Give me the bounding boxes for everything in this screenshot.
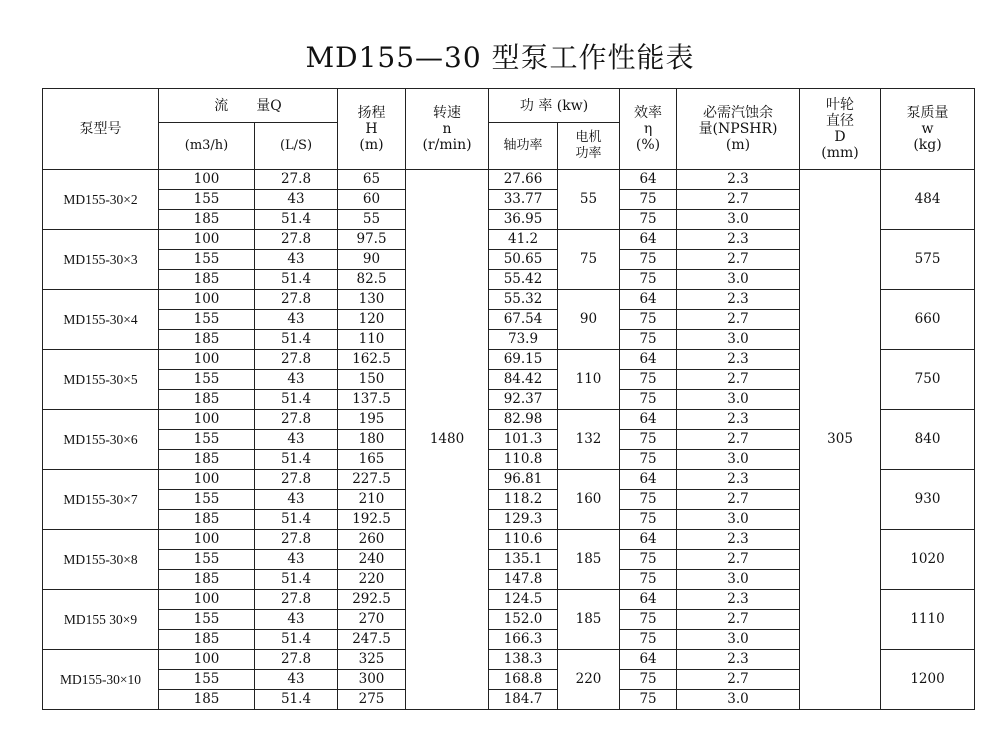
header-speed-line3: (r/min) xyxy=(422,137,472,153)
npshr-cell: 2.7 xyxy=(677,310,800,330)
head-cell: 192.5 xyxy=(338,510,406,530)
motor-power-cell: 220 xyxy=(558,650,620,710)
efficiency-cell: 64 xyxy=(620,650,677,670)
efficiency-cell: 75 xyxy=(620,550,677,570)
flow-ls-cell: 27.8 xyxy=(255,410,338,430)
npshr-cell: 2.3 xyxy=(677,350,800,370)
npshr-cell: 2.7 xyxy=(677,490,800,510)
flow-m3h-cell: 100 xyxy=(159,590,255,610)
flow-m3h-cell: 100 xyxy=(159,290,255,310)
pump-model-cell: MD155-30×7 xyxy=(43,470,159,530)
header-eff-line2: η xyxy=(643,121,653,137)
npshr-cell: 3.0 xyxy=(677,330,800,350)
header-eff-line3: (%) xyxy=(635,137,661,153)
header-flow-ls: (L/S) xyxy=(255,123,338,170)
shaft-power-cell: 147.8 xyxy=(489,570,558,590)
motor-power-cell: 90 xyxy=(558,290,620,350)
flow-ls-cell: 43 xyxy=(255,490,338,510)
pump-model-cell: MD155-30×5 xyxy=(43,350,159,410)
shaft-power-cell: 96.81 xyxy=(489,470,558,490)
header-flow-m3h: (m3/h) xyxy=(159,123,255,170)
efficiency-cell: 75 xyxy=(620,390,677,410)
flow-ls-cell: 51.4 xyxy=(255,510,338,530)
head-cell: 165 xyxy=(338,450,406,470)
npshr-cell: 2.3 xyxy=(677,590,800,610)
head-cell: 137.5 xyxy=(338,390,406,410)
shaft-power-cell: 73.9 xyxy=(489,330,558,350)
efficiency-cell: 75 xyxy=(620,310,677,330)
efficiency-cell: 75 xyxy=(620,250,677,270)
shaft-power-cell: 152.0 xyxy=(489,610,558,630)
flow-ls-cell: 27.8 xyxy=(255,470,338,490)
npshr-cell: 2.3 xyxy=(677,410,800,430)
head-cell: 195 xyxy=(338,410,406,430)
header-speed-line1: 转速 xyxy=(433,105,462,121)
flow-ls-cell: 27.8 xyxy=(255,590,338,610)
flow-ls-cell: 51.4 xyxy=(255,570,338,590)
efficiency-cell: 64 xyxy=(620,350,677,370)
flow-ls-cell: 51.4 xyxy=(255,450,338,470)
table-body xyxy=(43,170,975,710)
head-cell: 82.5 xyxy=(338,270,406,290)
header-eff-line1: 效率 xyxy=(634,105,663,121)
header-speed-line2: n xyxy=(442,121,452,137)
shaft-power-cell: 27.66 xyxy=(489,170,558,190)
npshr-cell: 2.7 xyxy=(677,430,800,450)
shaft-power-cell: 129.3 xyxy=(489,510,558,530)
head-cell: 150 xyxy=(338,370,406,390)
flow-m3h-cell: 185 xyxy=(159,270,255,290)
flow-m3h-cell: 155 xyxy=(159,490,255,510)
flow-m3h-cell: 155 xyxy=(159,190,255,210)
flow-m3h-cell: 155 xyxy=(159,310,255,330)
npshr-cell: 2.7 xyxy=(677,250,800,270)
flow-m3h-cell: 155 xyxy=(159,370,255,390)
efficiency-cell: 64 xyxy=(620,530,677,550)
head-cell: 180 xyxy=(338,430,406,450)
shaft-power-cell: 67.54 xyxy=(489,310,558,330)
pump-weight-cell: 750 xyxy=(881,350,975,410)
efficiency-cell: 64 xyxy=(620,230,677,250)
shaft-power-cell: 135.1 xyxy=(489,550,558,570)
flow-m3h-cell: 185 xyxy=(159,570,255,590)
flow-m3h-cell: 100 xyxy=(159,650,255,670)
shaft-power-cell: 124.5 xyxy=(489,590,558,610)
header-model: 泵型号 xyxy=(43,89,159,170)
efficiency-cell: 75 xyxy=(620,330,677,350)
header-npshr-line2: 量(NPSHR) xyxy=(698,121,778,137)
npshr-cell: 2.3 xyxy=(677,650,800,670)
head-cell: 260 xyxy=(338,530,406,550)
header-head-line2: H xyxy=(365,121,378,137)
header-weight-line1: 泵质量 xyxy=(906,105,949,121)
flow-m3h-cell: 185 xyxy=(159,390,255,410)
npshr-cell: 3.0 xyxy=(677,510,800,530)
flow-ls-cell: 27.8 xyxy=(255,650,338,670)
pump-model-cell: MD155-30×3 xyxy=(43,230,159,290)
head-cell: 270 xyxy=(338,610,406,630)
pump-weight-cell: 840 xyxy=(881,410,975,470)
shaft-power-cell: 168.8 xyxy=(489,670,558,690)
flow-ls-cell: 51.4 xyxy=(255,330,338,350)
speed-cell: 1480 xyxy=(406,170,489,710)
npshr-cell: 2.7 xyxy=(677,370,800,390)
npshr-cell: 3.0 xyxy=(677,390,800,410)
header-speed xyxy=(406,89,489,170)
efficiency-cell: 75 xyxy=(620,570,677,590)
flow-m3h-cell: 100 xyxy=(159,350,255,370)
npshr-cell: 3.0 xyxy=(677,270,800,290)
flow-ls-cell: 43 xyxy=(255,430,338,450)
shaft-power-cell: 138.3 xyxy=(489,650,558,670)
flow-ls-cell: 43 xyxy=(255,310,338,330)
pump-weight-cell: 1200 xyxy=(881,650,975,710)
npshr-cell: 3.0 xyxy=(677,570,800,590)
npshr-cell: 2.7 xyxy=(677,670,800,690)
flow-ls-cell: 51.4 xyxy=(255,270,338,290)
header-head xyxy=(338,89,406,170)
pump-weight-cell: 660 xyxy=(881,290,975,350)
npshr-cell: 2.7 xyxy=(677,550,800,570)
efficiency-cell: 64 xyxy=(620,290,677,310)
shaft-power-cell: 84.42 xyxy=(489,370,558,390)
efficiency-cell: 64 xyxy=(620,410,677,430)
header-imp-line1: 叶轮 xyxy=(826,97,855,113)
table-row xyxy=(43,170,975,190)
header-efficiency xyxy=(620,89,677,170)
flow-ls-cell: 27.8 xyxy=(255,170,338,190)
flow-m3h-cell: 185 xyxy=(159,450,255,470)
shaft-power-cell: 82.98 xyxy=(489,410,558,430)
head-cell: 60 xyxy=(338,190,406,210)
pump-model-cell: MD155-30×2 xyxy=(43,170,159,230)
pump-model-cell: MD155-30×4 xyxy=(43,290,159,350)
efficiency-cell: 75 xyxy=(620,670,677,690)
npshr-cell: 2.3 xyxy=(677,230,800,250)
pump-weight-cell: 930 xyxy=(881,470,975,530)
shaft-power-cell: 92.37 xyxy=(489,390,558,410)
pump-weight-cell: 575 xyxy=(881,230,975,290)
flow-m3h-cell: 155 xyxy=(159,610,255,630)
flow-ls-cell: 43 xyxy=(255,670,338,690)
header-shaft-power: 轴功率 xyxy=(489,123,558,170)
page-title: MD155—30 型泵工作性能表 xyxy=(305,41,695,74)
efficiency-cell: 64 xyxy=(620,590,677,610)
shaft-power-cell: 50.65 xyxy=(489,250,558,270)
head-cell: 220 xyxy=(338,570,406,590)
pump-model-cell: MD155-30×6 xyxy=(43,410,159,470)
shaft-power-cell: 184.7 xyxy=(489,690,558,710)
motor-power-cell: 55 xyxy=(558,170,620,230)
shaft-power-cell: 166.3 xyxy=(489,630,558,650)
flow-m3h-cell: 100 xyxy=(159,170,255,190)
pump-weight-cell: 1110 xyxy=(881,590,975,650)
flow-m3h-cell: 155 xyxy=(159,670,255,690)
flow-m3h-cell: 185 xyxy=(159,510,255,530)
efficiency-cell: 64 xyxy=(620,470,677,490)
npshr-cell: 2.7 xyxy=(677,190,800,210)
flow-ls-cell: 43 xyxy=(255,550,338,570)
npshr-cell: 2.3 xyxy=(677,470,800,490)
shaft-power-cell: 110.8 xyxy=(489,450,558,470)
flow-m3h-cell: 155 xyxy=(159,550,255,570)
head-cell: 162.5 xyxy=(338,350,406,370)
motor-power-cell: 185 xyxy=(558,590,620,650)
npshr-cell: 2.3 xyxy=(677,530,800,550)
header-weight xyxy=(881,89,975,170)
header-power: 功 率 (kw) xyxy=(489,89,620,123)
head-cell: 110 xyxy=(338,330,406,350)
flow-m3h-cell: 185 xyxy=(159,210,255,230)
npshr-cell: 3.0 xyxy=(677,690,800,710)
motor-power-cell: 132 xyxy=(558,410,620,470)
flow-m3h-cell: 155 xyxy=(159,430,255,450)
flow-m3h-cell: 100 xyxy=(159,230,255,250)
npshr-cell: 3.0 xyxy=(677,210,800,230)
flow-ls-cell: 43 xyxy=(255,250,338,270)
shaft-power-cell: 69.15 xyxy=(489,350,558,370)
flow-ls-cell: 51.4 xyxy=(255,210,338,230)
flow-ls-cell: 51.4 xyxy=(255,690,338,710)
head-cell: 65 xyxy=(338,170,406,190)
pump-model-cell: MD155-30×8 xyxy=(43,530,159,590)
npshr-cell: 2.3 xyxy=(677,170,800,190)
head-cell: 55 xyxy=(338,210,406,230)
flow-ls-cell: 27.8 xyxy=(255,290,338,310)
motor-power-cell: 185 xyxy=(558,530,620,590)
shaft-power-cell: 110.6 xyxy=(489,530,558,550)
head-cell: 240 xyxy=(338,550,406,570)
efficiency-cell: 75 xyxy=(620,430,677,450)
pump-model-cell: MD155-30×10 xyxy=(43,650,159,710)
flow-ls-cell: 43 xyxy=(255,610,338,630)
shaft-power-cell: 33.77 xyxy=(489,190,558,210)
header-npshr xyxy=(677,89,800,170)
header-weight-line2: w xyxy=(921,121,934,137)
efficiency-cell: 75 xyxy=(620,510,677,530)
efficiency-cell: 75 xyxy=(620,270,677,290)
head-cell: 120 xyxy=(338,310,406,330)
header-weight-line3: (kg) xyxy=(913,137,942,153)
npshr-cell: 2.7 xyxy=(677,610,800,630)
head-cell: 90 xyxy=(338,250,406,270)
head-cell: 300 xyxy=(338,670,406,690)
efficiency-cell: 75 xyxy=(620,690,677,710)
head-cell: 227.5 xyxy=(338,470,406,490)
shaft-power-cell: 36.95 xyxy=(489,210,558,230)
flow-m3h-cell: 185 xyxy=(159,630,255,650)
header-npshr-line3: (m) xyxy=(725,137,751,153)
head-cell: 210 xyxy=(338,490,406,510)
shaft-power-cell: 101.3 xyxy=(489,430,558,450)
flow-m3h-cell: 185 xyxy=(159,690,255,710)
flow-ls-cell: 51.4 xyxy=(255,630,338,650)
shaft-power-cell: 55.32 xyxy=(489,290,558,310)
flow-m3h-cell: 100 xyxy=(159,530,255,550)
header-head-line1: 扬程 xyxy=(357,105,386,121)
efficiency-cell: 75 xyxy=(620,610,677,630)
efficiency-cell: 75 xyxy=(620,190,677,210)
header-imp-line2: 直径 xyxy=(826,113,855,129)
npshr-cell: 3.0 xyxy=(677,630,800,650)
efficiency-cell: 75 xyxy=(620,210,677,230)
impeller-diameter-cell: 305 xyxy=(800,170,881,710)
header-impeller xyxy=(800,89,881,170)
flow-ls-cell: 27.8 xyxy=(255,530,338,550)
efficiency-cell: 75 xyxy=(620,450,677,470)
flow-ls-cell: 27.8 xyxy=(255,230,338,250)
header-head-line3: (m) xyxy=(359,137,384,153)
header-motor-power xyxy=(558,123,620,170)
header-imp-line3: D xyxy=(834,129,846,145)
shaft-power-cell: 55.42 xyxy=(489,270,558,290)
pump-model-cell: MD155 30×9 xyxy=(43,590,159,650)
efficiency-cell: 75 xyxy=(620,490,677,510)
flow-ls-cell: 43 xyxy=(255,190,338,210)
head-cell: 247.5 xyxy=(338,630,406,650)
efficiency-cell: 75 xyxy=(620,630,677,650)
head-cell: 292.5 xyxy=(338,590,406,610)
head-cell: 97.5 xyxy=(338,230,406,250)
flow-m3h-cell: 185 xyxy=(159,330,255,350)
header-motor-line2: 功率 xyxy=(575,146,602,161)
header-npshr-line1: 必需汽蚀余 xyxy=(703,105,774,121)
flow-ls-cell: 27.8 xyxy=(255,350,338,370)
head-cell: 325 xyxy=(338,650,406,670)
flow-ls-cell: 51.4 xyxy=(255,390,338,410)
flow-m3h-cell: 100 xyxy=(159,470,255,490)
flow-m3h-cell: 100 xyxy=(159,410,255,430)
flow-ls-cell: 43 xyxy=(255,370,338,390)
motor-power-cell: 160 xyxy=(558,470,620,530)
npshr-cell: 3.0 xyxy=(677,450,800,470)
motor-power-cell: 110 xyxy=(558,350,620,410)
npshr-cell: 2.3 xyxy=(677,290,800,310)
header-flow: 流 量Q xyxy=(159,89,338,123)
pump-weight-cell: 484 xyxy=(881,170,975,230)
efficiency-cell: 75 xyxy=(620,370,677,390)
shaft-power-cell: 118.2 xyxy=(489,490,558,510)
efficiency-cell: 64 xyxy=(620,170,677,190)
flow-m3h-cell: 155 xyxy=(159,250,255,270)
header-imp-line4: (mm) xyxy=(821,145,859,161)
performance-table xyxy=(42,88,975,710)
head-cell: 130 xyxy=(338,290,406,310)
pump-weight-cell: 1020 xyxy=(881,530,975,590)
motor-power-cell: 75 xyxy=(558,230,620,290)
header-motor-line1: 电机 xyxy=(575,130,602,145)
shaft-power-cell: 41.2 xyxy=(489,230,558,250)
head-cell: 275 xyxy=(338,690,406,710)
